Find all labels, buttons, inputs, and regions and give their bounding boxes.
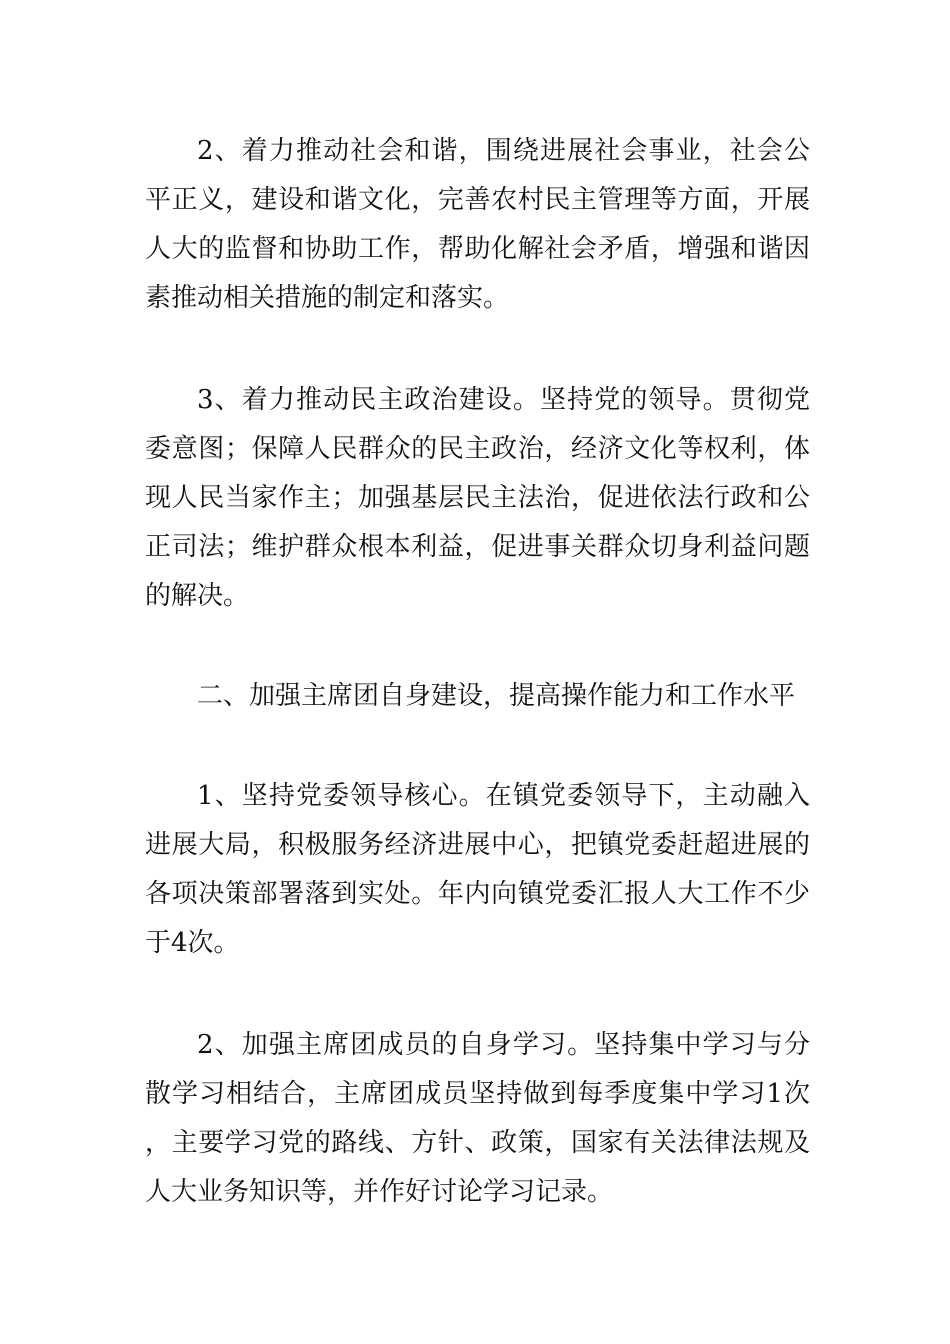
paragraph-social-harmony: 2、着力推动社会和谐，围绕进展社会事业，社会公平正义，建设和谐文化，完善农村民主管理等方面，开展人大的监督和协助工作，帮助化解社会矛盾，增强和谐因素推动相关措施的制定和落实。 <box>145 136 810 313</box>
paragraph-democratic-politics: 3、着力推动民主政治建设。坚持党的领导。贯彻党委意图；保障人民群众的民主政治，经济文化等权利，体现人民当家作主；加强基层民主法治，促进依法行政和公正司法；维护群众根本利益，促进事关群众切身利益问题的解决。 <box>145 385 810 611</box>
section-heading-presidium-building: 二、加强主席团自身建设，提高操作能力和工作水平 <box>197 681 796 711</box>
paragraph-member-study: 2、加强主席团成员的自身学习。坚持集中学习与分散学习相结合，主席团成员坚持做到每季度集中学习1次，主要学习党的路线、方针、政策，国家有关法律法规及人大业务知识等，并作好讨论学习记录。 <box>145 1030 810 1207</box>
document-page <box>145 127 810 1217</box>
paragraph-party-leadership: 1、坚持党委领导核心。在镇党委领导下，主动融入进展大局，积极服务经济进展中心，把镇党委赶超进展的各项决策部署落到实处。年内向镇党委汇报人大工作不少于4次。 <box>145 781 810 958</box>
